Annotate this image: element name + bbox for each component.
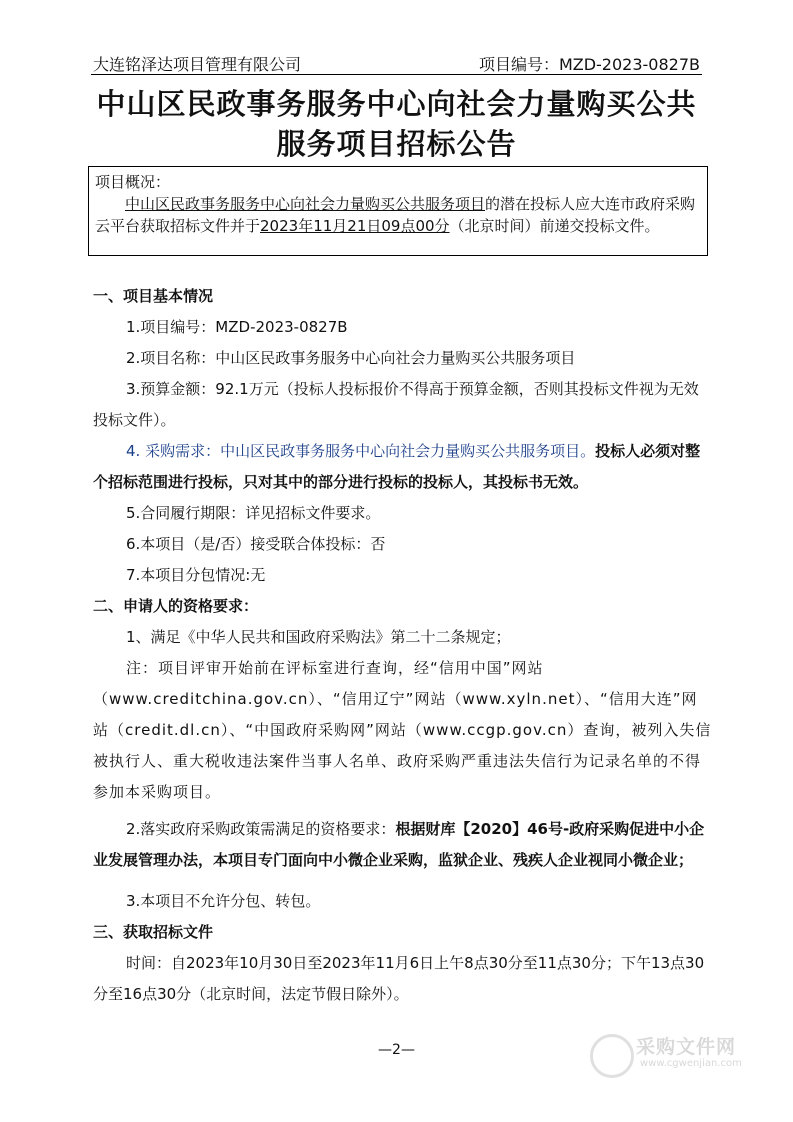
title-line-2: 服务项目招标公告 [276,127,517,161]
section-2-note: 注：项目评审开始前在评标室进行查询，经“信用中国”网站（www.creditchina.gov.cn）、“信用辽宁”网站（www.xyln.net）、“信用大连”网站（credit.dl.cn）、“中国政府采购网”网站（www.ccgp.gov.cn）查询，被列入失信被执行人、重大税收违法案件当事人名单、政府采购严重违法失信行为记录名单的不得参加本采购项目。 [93,659,712,801]
section-1 [93,281,713,1010]
project-number: 项目编号：MZD-2023-0827B [478,55,700,74]
section-1-item-2: 2.项目名称：中山区民政事务服务中心向社会力量购买公共服务项目 [126,349,576,367]
overview-project-name: 中山区民政事务服务中心向社会力量购买公共服务项目 [125,195,486,213]
section-2-item-2-text: 2.落实政府采购政策需满足的资格要求： [126,820,396,838]
section-1-item-6: 6.本项目（是/否）接受联合体投标：否 [126,535,386,553]
overview-text [95,193,701,237]
page-number: —2— [378,1042,415,1058]
section-1-item-4-text: 4. 采购需求：中山区民政事务服务中心向社会力量购买公共服务项目。 [126,442,596,460]
section-1-heading: 一、项目基本情况 [93,287,214,305]
section-2-item-3: 3.本项目不允许分包、转包。 [126,892,321,910]
document-title [60,84,733,164]
section-1-item-4 [93,436,713,498]
section-3-time: 时间：自2023年10月30日至2023年11月6日上午8点30分至11点30分；下午13点30分至16点30分（北京时间，法定节假日除外）。 [93,954,705,1003]
section-1-item-4-bold: 投标人必须对整个招标范围进行投标，只对其中的部分进行投标的投标人，其投标书无效。 [93,442,701,491]
section-2-item-1: 1、满足《中华人民共和国政府采购法》第二十二条规定； [126,628,511,646]
section-2-item-2-bold: 根据财库【2020】46号-政府采购促进中小企业发展管理办法，本项目专门面向中小微企业采购，监狱企业、残疾人企业视同小微企业； [93,820,705,869]
overview-heading: 项目概况： [95,173,171,191]
title-line-1: 中山区民政事务服务中心向社会力量购买公共 [96,87,697,121]
watermark-url: www.cgwenjian.com [640,1058,742,1069]
page-header [91,50,702,75]
overview-box [88,166,708,256]
section-1-item-1: 1.项目编号：MZD-2023-0827B [126,318,348,336]
watermark-name: 采购文件网 [636,1036,737,1058]
section-2-heading: 二、申请人的资格要求： [93,597,259,615]
section-1-item-7: 7.本项目分包情况:无 [126,566,266,584]
overview-text-2: （北京时间）前递交投标文件。 [449,217,660,235]
section-1-item-3: 3.预算金额：92.1万元（投标人投标报价不得高于预算金额，否则其投标文件视为无效投标文件）。 [93,380,699,429]
watermark [590,1030,760,1080]
company-name: 大连铭泽达项目管理有限公司 [93,55,302,74]
section-1-item-5: 5.合同履行期限：详见招标文件要求。 [126,504,381,522]
overview-deadline: 2023年11月21日09点00分 [260,217,450,235]
section-3-heading: 三、获取招标文件 [93,923,214,941]
section-2-item-2 [93,814,713,876]
overview-text-1: 的潜在投标人应大连市政府采购云平台获取招标文件并于 [95,195,696,235]
watermark-logo-icon [590,1034,634,1078]
